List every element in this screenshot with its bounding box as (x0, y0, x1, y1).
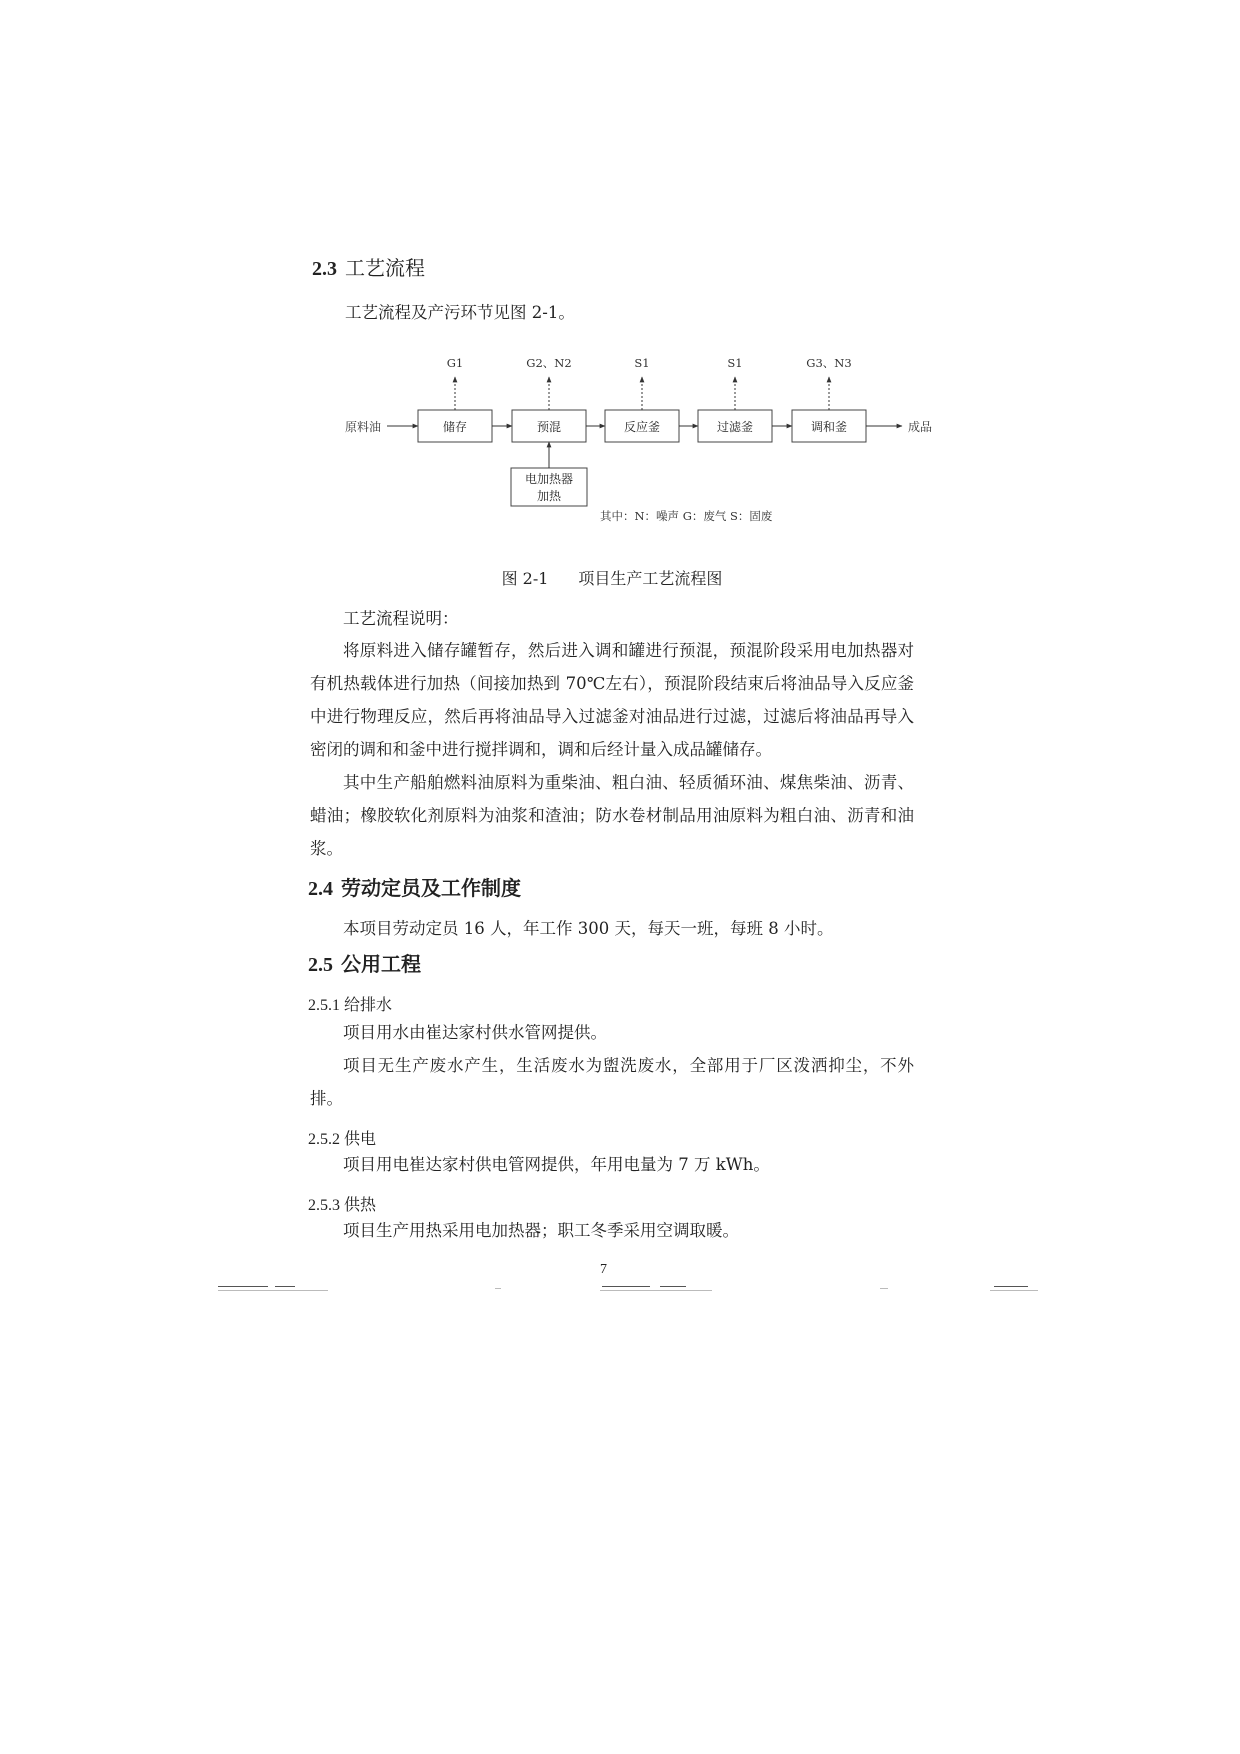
subsection-2-5-1-paragraph-2: 项目无生产废水产生，生活废水为盥洗废水，全部用于厂区泼洒抑尘，不外排。 (310, 1056, 914, 1108)
flow-step-label: 过滤釜 (716, 420, 754, 434)
scan-artifact (994, 1286, 1028, 1287)
scan-artifact (990, 1290, 1038, 1291)
section-2-4-text: 本项目劳动定员 16 人，年工作 300 天，每天一班，每班 8 小时。 (343, 919, 834, 938)
scan-artifact (660, 1286, 686, 1287)
section-title: 工艺流程 (345, 256, 425, 280)
section-2-3-heading (312, 252, 425, 281)
scan-artifact (218, 1286, 268, 1287)
section-number: 2.3 (312, 258, 337, 280)
heater-label-line2: 加热 (536, 489, 562, 503)
subsection-2-5-3-paragraph-1: 项目生产用热采用电加热器；职工冬季采用空调取暖。 (343, 1221, 739, 1240)
flow-step-label: 调和釜 (810, 420, 848, 434)
subsection-number: 2.5.2 (308, 1131, 340, 1148)
scan-artifact (880, 1288, 888, 1289)
subsection-2-5-2-paragraph-1: 项目用电崔达家村供电管网提供，年用电量为 7 万 kWh。 (343, 1155, 770, 1174)
flow-step-label: 反应釜 (623, 420, 661, 434)
process-flow-diagram (330, 350, 950, 535)
figure-number: 图 2-1 (501, 569, 549, 588)
section-2-3-intro: 工艺流程及产污环节见图 2-1。 (345, 303, 575, 322)
section-title: 劳动定员及工作制度 (341, 876, 521, 900)
scan-artifact (218, 1290, 328, 1291)
figure-title: 项目生产工艺流程图 (578, 569, 723, 588)
subsection-title: 供热 (344, 1195, 377, 1214)
subsection-2-5-1-paragraph-1: 项目用水由崔达家村供水管网提供。 (343, 1023, 607, 1042)
flow-emission-label: G2、N2 (526, 356, 572, 370)
process-desc-heading: 工艺流程说明： (343, 609, 459, 628)
flow-emission-label: S1 (727, 356, 743, 370)
scan-artifact (602, 1286, 650, 1287)
scan-artifact (275, 1286, 295, 1287)
section-title: 公用工程 (341, 952, 421, 976)
flow-emission-label: G1 (446, 356, 464, 370)
subsection-title: 供电 (344, 1129, 377, 1148)
section-2-5-heading (308, 948, 421, 977)
flow-input-label: 原料油 (345, 420, 382, 434)
flow-step-label: 储存 (442, 420, 468, 434)
heater-label-line1: 电加热器 (524, 472, 574, 486)
subsection-2-5-3-heading (308, 1192, 376, 1215)
flow-legend: 其中：N：噪声 G：废气 S：固废 (600, 509, 773, 523)
subsection-number: 2.5.3 (308, 1197, 340, 1214)
process-desc-paragraph-2: 其中生产船舶燃料油原料为重柴油、粗白油、轻质循环油、煤焦柴油、沥青、蜡油；橡胶软化剂原料为油浆和渣油；防水卷材制品用油原料为粗白油、沥青和油浆。 (310, 773, 914, 858)
flow-emission-label: S1 (634, 356, 650, 370)
section-2-4-heading (308, 872, 521, 901)
subsection-2-5-2-heading (308, 1126, 376, 1149)
subsection-2-5-1-heading (308, 992, 392, 1015)
section-number: 2.4 (308, 878, 333, 900)
scan-artifact (600, 1290, 712, 1291)
flow-emission-label: G3、N3 (806, 356, 852, 370)
process-desc-paragraph-1: 将原料进入储存罐暂存，然后进入调和罐进行预混，预混阶段采用电加热器对有机热载体进行加热（间接加热到 70℃左右），预混阶段结束后将油品导入反应釜中进行物理反应，然后再将油品导入过滤釜对油品进行过滤，过滤后将油品再导入密闭的调和和釜中进行搅拌调和，调和后经计量入成品罐储存。 (310, 641, 914, 759)
page-number: 7 (600, 1262, 607, 1277)
subsection-number: 2.5.1 (308, 997, 340, 1014)
flow-output-label: 成品 (908, 420, 933, 434)
scan-artifact (495, 1288, 501, 1289)
subsection-title: 给排水 (344, 995, 393, 1014)
section-number: 2.5 (308, 954, 333, 976)
figure-caption (310, 566, 914, 589)
flow-step-label: 预混 (536, 420, 562, 434)
